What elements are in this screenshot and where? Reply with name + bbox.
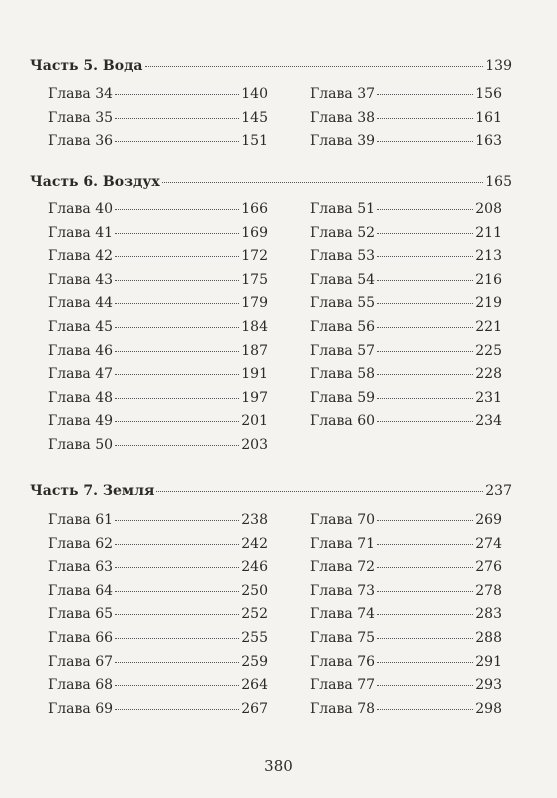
toc-entry[interactable] bbox=[310, 583, 502, 607]
chapter-page-number: 238 bbox=[241, 512, 268, 528]
toc-entry[interactable] bbox=[48, 437, 268, 461]
dot-leader bbox=[377, 209, 473, 210]
chapter-label: Глава 69 bbox=[48, 700, 114, 717]
dot-leader bbox=[115, 398, 239, 399]
part-heading[interactable] bbox=[30, 174, 512, 190]
page-number: 380 bbox=[264, 757, 293, 775]
chapter-page-number: 161 bbox=[475, 109, 502, 126]
dot-leader bbox=[377, 118, 473, 119]
toc-entry[interactable] bbox=[310, 319, 502, 343]
part-page-number: 165 bbox=[485, 174, 512, 190]
chapter-label: Глава 66 bbox=[48, 629, 114, 646]
chapter-page-number: 221 bbox=[475, 318, 502, 335]
chapter-page-number: 208 bbox=[475, 201, 502, 217]
dot-leader bbox=[115, 351, 239, 352]
chapter-page-number: 145 bbox=[241, 109, 268, 126]
toc-entry[interactable] bbox=[310, 201, 502, 225]
dot-leader bbox=[115, 685, 239, 686]
toc-entry[interactable] bbox=[48, 677, 268, 701]
chapter-label: Глава 78 bbox=[310, 700, 376, 717]
toc-entry[interactable] bbox=[310, 343, 502, 367]
chapter-column-left bbox=[48, 86, 268, 157]
toc-entry[interactable] bbox=[48, 701, 268, 725]
chapter-label: Глава 50 bbox=[48, 436, 114, 453]
chapter-label: Глава 54 bbox=[310, 271, 376, 288]
chapter-label: Глава 74 bbox=[310, 606, 376, 623]
toc-entry[interactable] bbox=[310, 110, 502, 134]
chapter-label: Глава 38 bbox=[310, 109, 376, 126]
dot-leader bbox=[377, 544, 473, 545]
chapter-page-number: 231 bbox=[475, 389, 502, 406]
dot-leader bbox=[115, 638, 239, 639]
chapter-label: Глава 51 bbox=[310, 201, 376, 217]
dot-leader bbox=[115, 709, 239, 710]
toc-entry[interactable] bbox=[310, 272, 502, 296]
chapter-label: Глава 35 bbox=[48, 109, 114, 126]
chapter-label: Глава 77 bbox=[310, 677, 376, 694]
dot-leader bbox=[377, 591, 473, 592]
toc-entry[interactable] bbox=[48, 536, 268, 560]
dot-leader bbox=[115, 662, 239, 663]
chapter-label: Глава 72 bbox=[310, 559, 376, 576]
toc-entry[interactable] bbox=[48, 512, 268, 536]
chapter-label: Глава 58 bbox=[310, 366, 376, 383]
chapter-label: Глава 75 bbox=[310, 629, 376, 646]
chapter-page-number: 288 bbox=[475, 629, 502, 646]
toc-entry[interactable] bbox=[310, 225, 502, 249]
chapter-page-number: 291 bbox=[475, 653, 502, 670]
dot-leader bbox=[377, 94, 473, 95]
chapter-label: Глава 67 bbox=[48, 653, 114, 670]
toc-entry[interactable] bbox=[48, 583, 268, 607]
dot-leader bbox=[115, 94, 239, 95]
chapter-page-number: 191 bbox=[241, 366, 268, 383]
chapter-label: Глава 68 bbox=[48, 677, 114, 694]
dot-leader bbox=[377, 709, 473, 710]
chapter-label: Глава 39 bbox=[310, 133, 376, 150]
chapter-page-number: 267 bbox=[241, 700, 268, 717]
dot-leader bbox=[115, 280, 239, 281]
chapter-page-number: 169 bbox=[241, 224, 268, 241]
dot-leader bbox=[156, 491, 483, 492]
chapter-label: Глава 42 bbox=[48, 248, 114, 265]
chapter-label: Глава 71 bbox=[310, 535, 376, 552]
chapter-page-number: 298 bbox=[475, 700, 502, 717]
dot-leader bbox=[115, 544, 239, 545]
dot-leader bbox=[377, 614, 473, 615]
chapter-page-number: 246 bbox=[241, 559, 268, 576]
toc-entry[interactable] bbox=[310, 559, 502, 583]
chapter-page-number: 276 bbox=[475, 559, 502, 576]
chapter-label: Глава 61 bbox=[48, 512, 114, 528]
dot-leader bbox=[115, 256, 239, 257]
toc-entry[interactable] bbox=[48, 295, 268, 319]
chapter-page-number: 140 bbox=[241, 86, 268, 102]
dot-leader bbox=[115, 141, 239, 142]
dot-leader bbox=[115, 520, 239, 521]
chapter-label: Глава 76 bbox=[310, 653, 376, 670]
chapter-label: Глава 52 bbox=[310, 224, 376, 241]
part-heading[interactable] bbox=[30, 58, 512, 74]
dot-leader bbox=[115, 327, 239, 328]
dot-leader bbox=[377, 233, 473, 234]
chapter-page-number: 283 bbox=[475, 606, 502, 623]
chapter-page-number: 197 bbox=[241, 389, 268, 406]
chapter-page-number: 225 bbox=[475, 342, 502, 359]
chapter-page-number: 179 bbox=[241, 295, 268, 312]
dot-leader bbox=[377, 280, 473, 281]
dot-leader bbox=[162, 182, 484, 183]
chapter-page-number: 242 bbox=[241, 535, 268, 552]
dot-leader bbox=[115, 567, 239, 568]
chapter-page-number: 156 bbox=[475, 86, 502, 102]
dot-leader bbox=[377, 638, 473, 639]
dot-leader bbox=[115, 614, 239, 615]
toc-entry[interactable] bbox=[48, 319, 268, 343]
dot-leader bbox=[115, 591, 239, 592]
toc-entry[interactable] bbox=[48, 654, 268, 678]
chapter-page-number: 163 bbox=[475, 133, 502, 150]
chapter-page-number: 213 bbox=[475, 248, 502, 265]
dot-leader bbox=[377, 327, 473, 328]
toc-entry[interactable] bbox=[310, 133, 502, 157]
dot-leader bbox=[377, 662, 473, 663]
chapter-page-number: 259 bbox=[241, 653, 268, 670]
chapter-page-number: 216 bbox=[475, 271, 502, 288]
toc-entry[interactable] bbox=[48, 110, 268, 134]
part-title: Часть 5. Вода bbox=[30, 58, 143, 74]
chapter-label: Глава 44 bbox=[48, 295, 114, 312]
chapter-page-number: 201 bbox=[241, 413, 268, 430]
chapter-label: Глава 64 bbox=[48, 582, 114, 599]
dot-leader bbox=[115, 421, 239, 422]
dot-leader bbox=[145, 66, 484, 67]
chapter-page-number: 172 bbox=[241, 248, 268, 265]
dot-leader bbox=[377, 398, 473, 399]
chapter-label: Глава 49 bbox=[48, 413, 114, 430]
dot-leader bbox=[377, 351, 473, 352]
chapter-page-number: 255 bbox=[241, 629, 268, 646]
chapter-label: Глава 48 bbox=[48, 389, 114, 406]
chapter-page-number: 166 bbox=[241, 201, 268, 217]
dot-leader bbox=[115, 374, 239, 375]
part-title: Часть 6. Воздух bbox=[30, 174, 160, 190]
chapter-column-left bbox=[48, 201, 268, 461]
chapter-label: Глава 37 bbox=[310, 86, 376, 102]
chapter-label: Глава 53 bbox=[310, 248, 376, 265]
chapter-label: Глава 70 bbox=[310, 512, 376, 528]
dot-leader bbox=[115, 118, 239, 119]
chapter-label: Глава 63 bbox=[48, 559, 114, 576]
chapter-page-number: 211 bbox=[475, 224, 502, 241]
chapter-page-number: 274 bbox=[475, 535, 502, 552]
chapter-label: Глава 46 bbox=[48, 342, 114, 359]
toc-entry[interactable] bbox=[310, 654, 502, 678]
chapter-page-number: 264 bbox=[241, 677, 268, 694]
chapter-label: Глава 34 bbox=[48, 86, 114, 102]
chapter-label: Глава 65 bbox=[48, 606, 114, 623]
dot-leader bbox=[377, 567, 473, 568]
chapter-page-number: 293 bbox=[475, 677, 502, 694]
toc-entry[interactable] bbox=[310, 606, 502, 630]
dot-leader bbox=[115, 445, 239, 446]
chapter-page-number: 175 bbox=[241, 271, 268, 288]
toc-entry[interactable] bbox=[310, 701, 502, 725]
dot-leader bbox=[377, 256, 473, 257]
chapter-column-right bbox=[310, 512, 502, 724]
toc-entry[interactable] bbox=[310, 366, 502, 390]
toc-entry[interactable] bbox=[310, 536, 502, 560]
dot-leader bbox=[115, 209, 239, 210]
chapter-label: Глава 55 bbox=[310, 295, 376, 312]
chapter-column-left bbox=[48, 512, 268, 724]
chapter-column-right bbox=[310, 86, 502, 157]
toc-entry[interactable] bbox=[48, 413, 268, 437]
toc-entry[interactable] bbox=[48, 606, 268, 630]
chapter-label: Глава 47 bbox=[48, 366, 114, 383]
chapter-label: Глава 73 bbox=[310, 582, 376, 599]
chapter-label: Глава 57 bbox=[310, 342, 376, 359]
chapter-label: Глава 40 bbox=[48, 201, 114, 217]
chapter-label: Глава 45 bbox=[48, 318, 114, 335]
dot-leader bbox=[377, 374, 473, 375]
chapter-page-number: 252 bbox=[241, 606, 268, 623]
dot-leader bbox=[115, 233, 239, 234]
chapter-page-number: 250 bbox=[241, 582, 268, 599]
part-heading[interactable] bbox=[30, 483, 512, 499]
toc-entry[interactable] bbox=[310, 86, 502, 110]
part-title: Часть 7. Земля bbox=[30, 483, 155, 499]
toc-entry[interactable] bbox=[310, 512, 502, 536]
toc-entry[interactable] bbox=[48, 272, 268, 296]
part-page-number: 237 bbox=[485, 483, 512, 499]
chapter-column-right bbox=[310, 201, 502, 437]
toc-entry[interactable] bbox=[48, 559, 268, 583]
dot-leader bbox=[115, 303, 239, 304]
chapter-label: Глава 43 bbox=[48, 271, 114, 288]
toc-entry[interactable] bbox=[48, 225, 268, 249]
chapter-page-number: 219 bbox=[475, 295, 502, 312]
chapter-label: Глава 60 bbox=[310, 413, 376, 430]
chapter-label: Глава 56 bbox=[310, 318, 376, 335]
toc-entry[interactable] bbox=[310, 390, 502, 414]
toc-entry[interactable] bbox=[48, 133, 268, 157]
toc-entry[interactable] bbox=[48, 630, 268, 654]
chapter-page-number: 278 bbox=[475, 582, 502, 599]
chapter-page-number: 151 bbox=[241, 133, 268, 150]
chapter-label: Глава 62 bbox=[48, 535, 114, 552]
toc-entry[interactable] bbox=[48, 201, 268, 225]
dot-leader bbox=[377, 303, 473, 304]
dot-leader bbox=[377, 141, 473, 142]
chapter-page-number: 228 bbox=[475, 366, 502, 383]
chapter-page-number: 234 bbox=[475, 413, 502, 430]
toc-entry[interactable] bbox=[48, 248, 268, 272]
toc-entry[interactable] bbox=[310, 413, 502, 437]
toc-entry[interactable] bbox=[48, 343, 268, 367]
part-page-number: 139 bbox=[485, 58, 512, 74]
dot-leader bbox=[377, 520, 473, 521]
chapter-label: Глава 36 bbox=[48, 133, 114, 150]
chapter-page-number: 203 bbox=[241, 436, 268, 453]
chapter-page-number: 187 bbox=[241, 342, 268, 359]
chapter-page-number: 269 bbox=[475, 512, 502, 528]
dot-leader bbox=[377, 685, 473, 686]
dot-leader bbox=[377, 421, 473, 422]
toc-entry[interactable] bbox=[48, 390, 268, 414]
toc-entry[interactable] bbox=[48, 86, 268, 110]
toc-entry[interactable] bbox=[310, 630, 502, 654]
toc-entry[interactable] bbox=[48, 366, 268, 390]
chapter-label: Глава 41 bbox=[48, 224, 114, 241]
toc-entry[interactable] bbox=[310, 677, 502, 701]
toc-entry[interactable] bbox=[310, 295, 502, 319]
chapter-label: Глава 59 bbox=[310, 389, 376, 406]
toc-entry[interactable] bbox=[310, 248, 502, 272]
chapter-page-number: 184 bbox=[241, 318, 268, 335]
